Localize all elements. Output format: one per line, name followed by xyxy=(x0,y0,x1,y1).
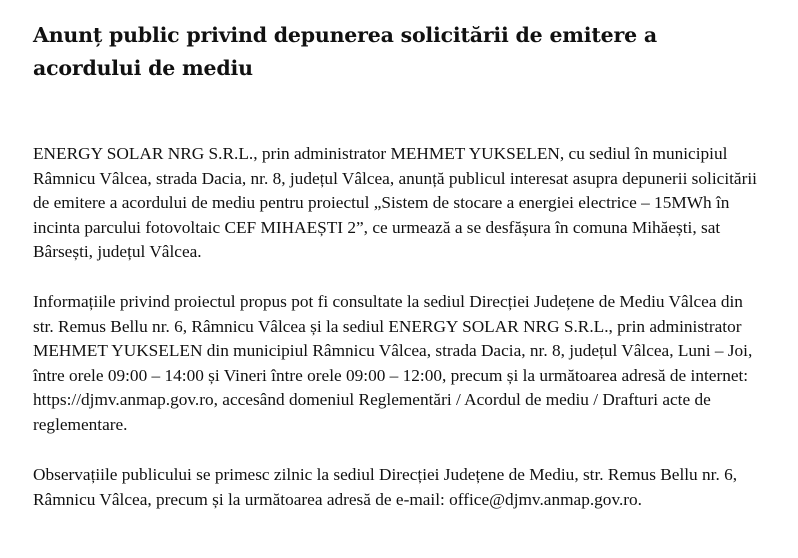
paragraph-consultation-info: Informațiile privind proiectul propus pot fi consultate la sediul Direcției Județene de Mediu Vâlcea din str. Remus Bellu nr. 6, Râmnicu Vâlcea și la sediul ENERGY SOLAR NRG S.R.L., prin administrator MEHMET YUKSELEN din municipiul Râmnicu Vâlcea, strada Dacia, nr. 8, județul Vâlcea, Luni – Joi, între orele 09:00 – 14:00 și Vineri între orele 09:00 – 12:00, precum și la următoarea adresă de internet: https://djmv.anmap.gov.ro, accesând domeniul Reglementări / Acordul de mediu / Drafturi acte de reglementare. xyxy=(33,292,753,434)
paragraph-public-observations: Observațiile publicului se primesc zilnic la sediul Direcției Județene de Mediu, str. Remus Bellu nr. 6, Râmnicu Vâlcea, precum și la următoarea adresă de e-mail: office@djmv.anmap.gov.ro. xyxy=(33,465,738,509)
document-title: Anunț public privind depunerea solicitării de emitere a acordului de mediu xyxy=(33,23,657,80)
paragraph-announcement: ENERGY SOLAR NRG S.R.L., prin administrator MEHMET YUKSELEN, cu sediul în municipiul Râmnicu Vâlcea, strada Dacia, nr. 8, județul Vâlcea, anunță publicul interesat asupra depunerii solicitării de emitere a acordului de mediu pentru proiectul „Sistem de stocare a energiei electrice – 15MWh în incinta parcului fotovoltaic CEF MIHAEȘTI 2”, ce urmează a se desfășura în comuna Mihăești, sat Bârsești, județul Vâlcea. xyxy=(33,144,757,262)
